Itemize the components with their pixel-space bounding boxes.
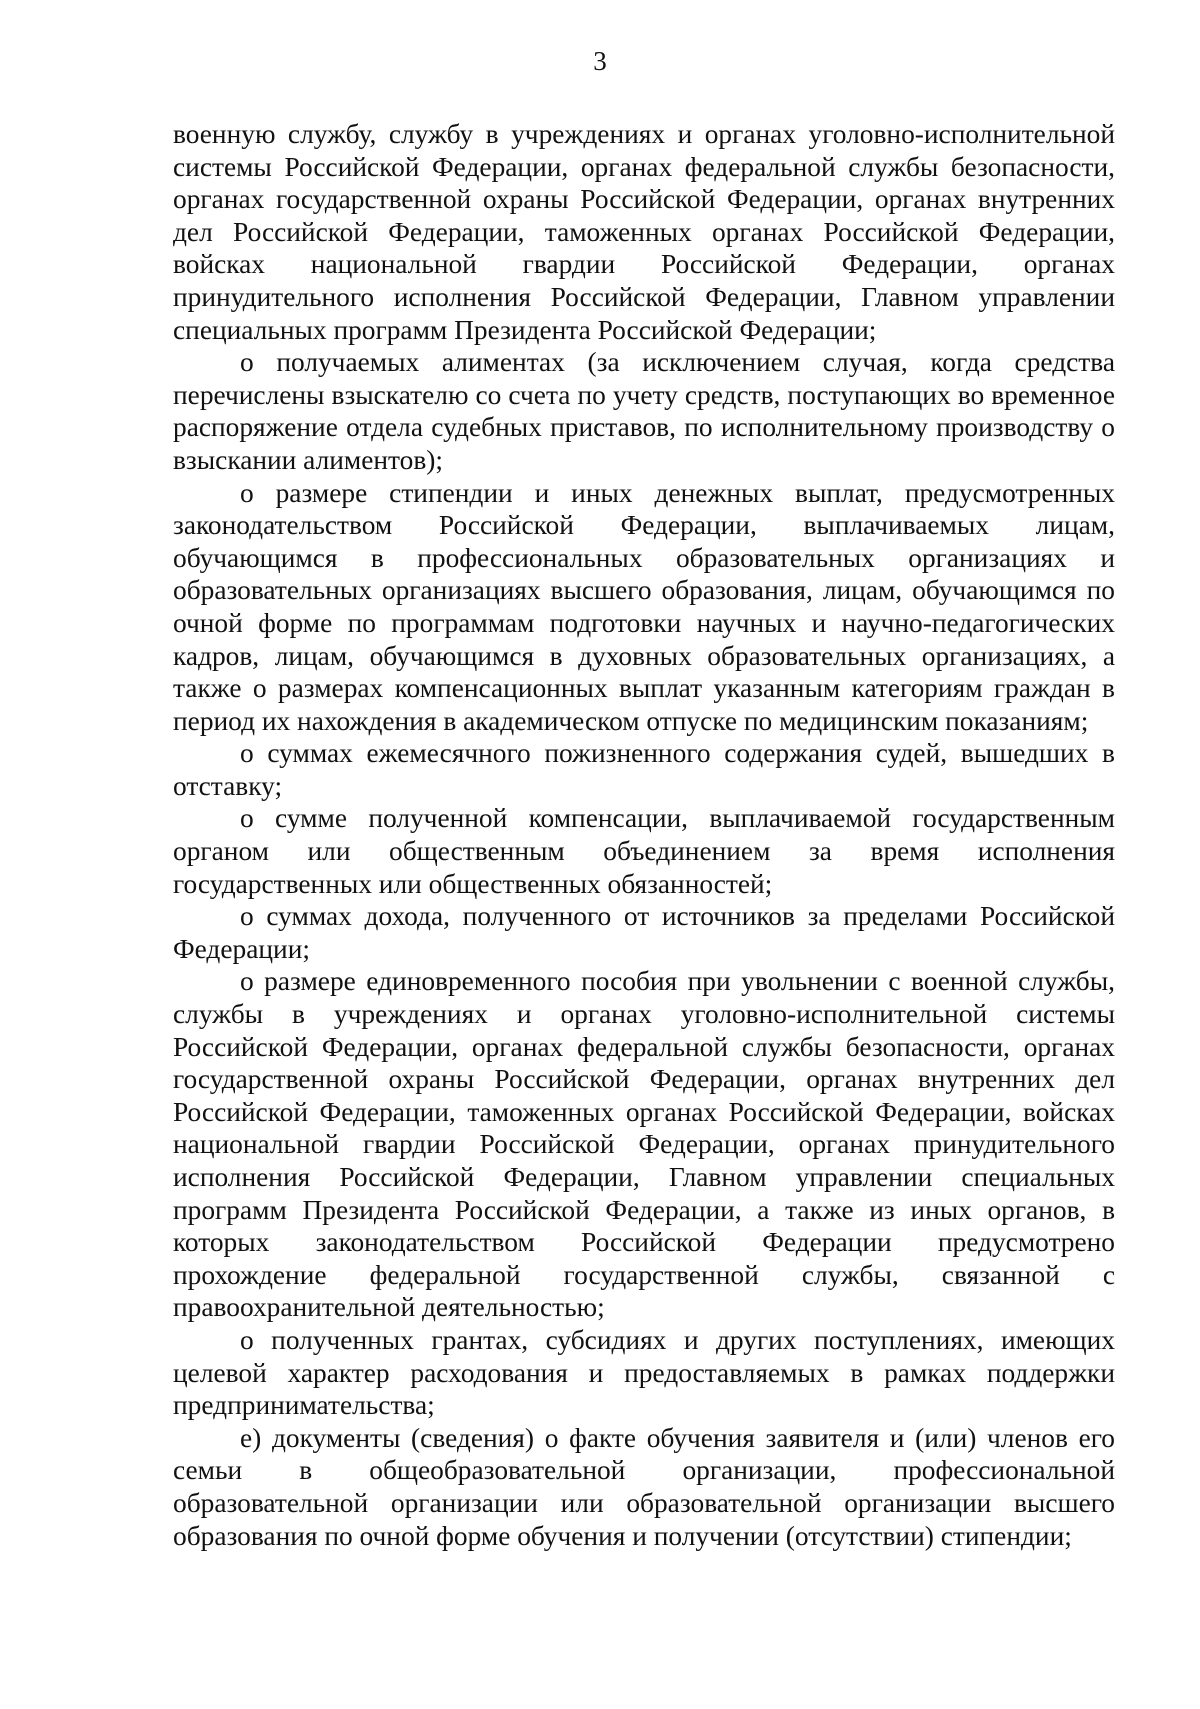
paragraph-compensation: о сумме полученной компенсации, выплачиваемой государственным органом или общественным объединением за время исполнения государственных или общественных обязанностей; (173, 803, 1115, 899)
paragraph-alimony: о получаемых алиментах (за исключением случая, когда средства перечислены взыскателю со счета по учету средств, поступающих во временное распоряжение отдела судебных приставов, по исполнительному производству о взыскании алиментов); (173, 347, 1115, 475)
paragraph-judges-allowance: о суммах ежемесячного пожизненного содержания судей, вышедших в отставку; (173, 738, 1115, 801)
paragraph-severance-allowance: о размере единовременного пособия при увольнении с военной службы, службы в учреждениях и органах уголовно-исполнительной системы Российской Федерации, органах федеральной службы безопасности, органах государственной охраны Российской Федерации, органах внутренних дел Российской Федерации, таможенных органах Российской Федерации, войсках национальной гвардии Российской Федерации, органах принудительного исполнения Российской Федерации, Главном управлении специальных программ Президента Российской Федерации, а также из иных органов, в которых законодательством Российской Федерации предусмотрено прохождение федеральной государственной службы, связанной с правоохранительной деятельностью; (173, 966, 1115, 1323)
paragraph-continuation: военную службу, службу в учреждениях и органах уголовно-исполнительной системы Российской Федерации, органах федеральной службы безопасности, органах государственной охраны Российской Федерации, органах внутренних дел Российской Федерации, таможенных органах Российской Федерации, войсках национальной гвардии Российской Федерации, органах принудительного исполнения Российской Федерации, Главном управлении специальных программ Президента Российской Федерации; (173, 119, 1115, 345)
paragraph-stipend: о размере стипендии и иных денежных выплат, предусмотренных законодательством Российской Федерации, выплачиваемых лицам, обучающимся в профессиональных образовательных организациях и образовательных организациях высшего образования, лицам, обучающимся по очной форме по программам подготовки научных и научно-педагогических кадров, лицам, обучающимся в духовных образовательных организациях, а также о размерах компенсационных выплат указанным категориям граждан в период их нахождения в академическом отпуске по медицинским показаниям; (173, 477, 1115, 736)
document-body (173, 118, 1115, 1552)
paragraph-item-e: е) документы (сведения) о факте обучения заявителя и (или) членов его семьи в общеобразовательной организации, профессиональной образовательной организации или образовательной организации высшего образования по очной форме обучения и получении (отсутствии) стипендии; (173, 1422, 1115, 1551)
page-number: 3 (593, 46, 607, 76)
paragraph-foreign-income: о суммах дохода, полученного от источников за пределами Российской Федерации; (173, 901, 1115, 964)
paragraph-grants: о полученных грантах, субсидиях и других поступлениях, имеющих целевой характер расходования и предоставляемых в рамках поддержки предпринимательства; (173, 1324, 1115, 1421)
